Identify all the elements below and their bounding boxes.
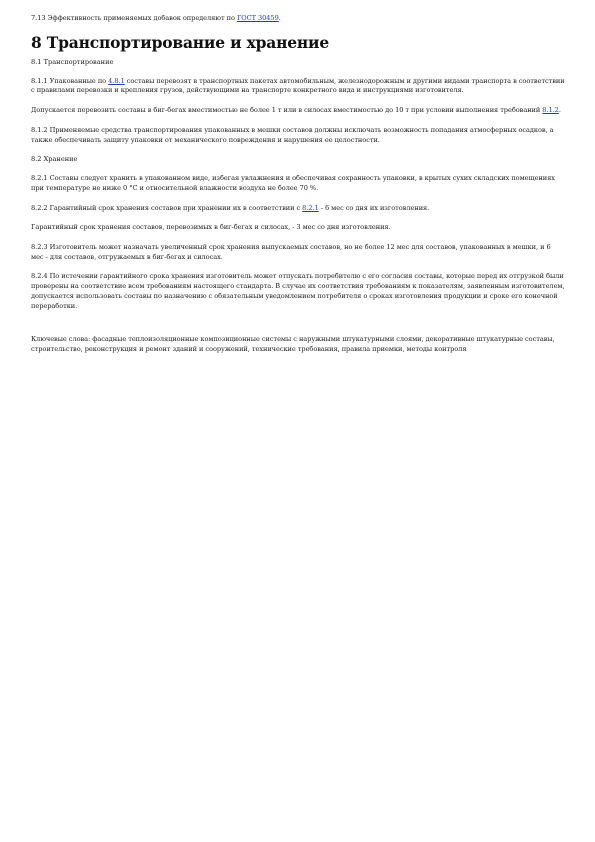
paragraph-8-2-4: 8.2.4 По истечении гарантийного срока хранения изготовитель может отпускать потребителю с его согласия составы, которые перед их отгрузкой были проверены на соответствие всем требованиям настоящего стандарта. В случае их соответствия требованиям к показателям, заявленным изготовителем, допускается использовать составы по назначению с обязательным уведомлением потребителя о сроках изготовления продукции и сроке его конечной переработки. <box>31 272 565 310</box>
paragraph-text: 8.1.1 Упакованные по <box>31 76 109 85</box>
subsection-heading-storage: 8.2 Хранение <box>31 155 78 164</box>
paragraph-text: Допускается перевозить составы в биг-бегах вместимостью не более 1 т или в силосах вместимостью до 10 т при условии выполнения требований <box>31 106 543 115</box>
paragraph-8-1-1 <box>31 77 565 96</box>
paragraph-text: составы перевозят в транспортных пакетах автомобильным, железнодорожным и другими видами транспорта в соответствии с правилами перевозки и крепления грузов, действующими на транспорте конкретного вида и инструкциями изготовителя. <box>31 76 565 95</box>
paragraph-text: 8.2.2 Гарантийный срок хранения составов при хранении их в соответствии с <box>31 203 303 212</box>
ref-4-8-1-link[interactable]: 4.8.1 <box>108 76 125 85</box>
document-page <box>31 14 565 355</box>
paragraph-8-2-3: 8.2.3 Изготовитель может назначать увеличенный срок хранения выпускаемых составов, но не более 12 мес для составов, упакованных в мешки, и 6 мес - для составов, отгружаемых в биг-бегах и силосах. <box>31 243 551 261</box>
paragraph-text: - 6 мес со дня их изготовления. <box>318 203 430 212</box>
section-title: 8 Транспортирование и хранение <box>31 32 330 52</box>
paragraph-guarantee-bulk: Гарантийный срок хранения составов, перевозимых в биг-бегах и силосах, - 3 мес со дня изготовления. <box>31 223 391 232</box>
ref-8-2-1-link[interactable]: 8.2.1 <box>302 203 319 212</box>
top-note <box>31 14 565 24</box>
paragraph-8-1-2: 8.1.2 Применяемые средства транспортирования упакованных в мешки составов должны исключать возможность попадания атмосферных осадков, а также обеспечивать защиту упаковки от механического повреждения и нарушения ее целостности. <box>31 125 554 144</box>
paragraph-8-2-1: 8.2.1 Составы следует хранить в упакованном виде, избегая увлажнения и обеспечивая сохранность упаковки, в крытых сухих складских помещениях при температуре не ниже 0 °С и относительной влажности воздуха не более 70 %. <box>31 174 555 192</box>
ref-8-1-2-link[interactable]: 8.1.2 <box>542 106 559 115</box>
paragraph-bulk-transport <box>31 106 565 116</box>
top-note-suffix: . <box>278 14 281 22</box>
paragraph-8-2-2 <box>31 204 565 214</box>
keywords: Ключевые слова: фасадные теплоизоляционные композиционные системы с наружными штукатурными слоями, декоративные штукатурные составы, строительство, реконструкция и ремонт зданий и сооружений, технические требования, правила приемки, методы контроля <box>31 335 555 353</box>
gost-30459-link[interactable]: ГОСТ 30459 <box>236 14 279 22</box>
top-note-text: 7.13 Эффективность применяемых добавок определяют по <box>31 14 237 22</box>
paragraph-text: . <box>558 106 561 115</box>
subsection-heading-transport: 8.1 Транспортирование <box>31 57 114 66</box>
